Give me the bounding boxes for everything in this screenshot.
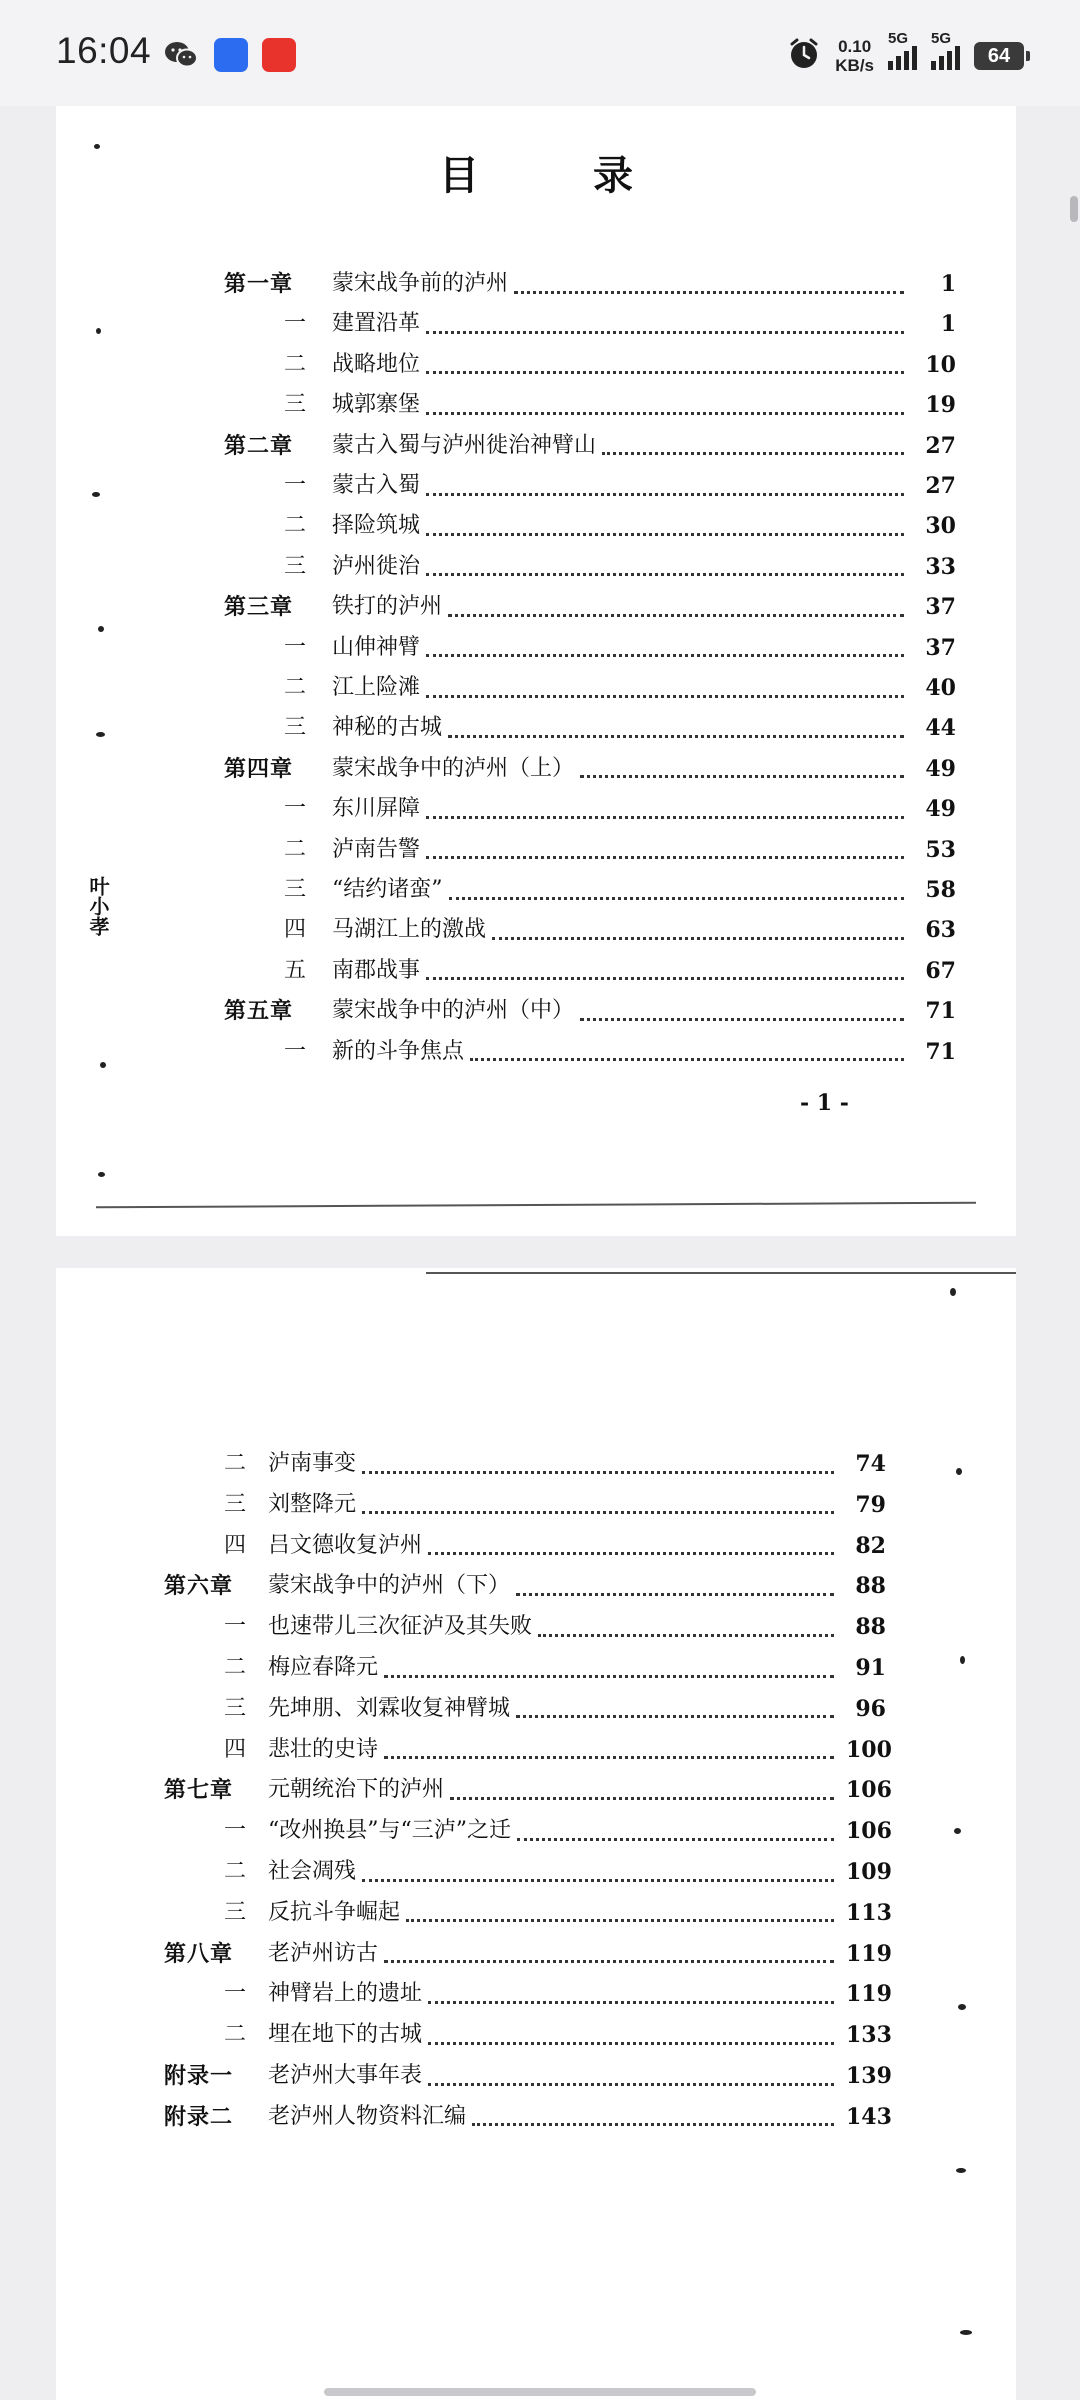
toc-section-row xyxy=(164,1974,892,2014)
document-page-2 xyxy=(56,1268,1016,2400)
toc-entry-title: 神秘的古城 xyxy=(332,715,443,741)
toc-entry-title: 社会凋残 xyxy=(268,1859,357,1884)
toc-section-row xyxy=(164,1811,892,1851)
toc-page-number: 63 xyxy=(925,917,956,944)
toc-entry-title: 蒙宋战争中的泸州（上） xyxy=(332,755,575,781)
toc-entry-title: “改州换县”与“三泸”之迁 xyxy=(268,1818,511,1844)
toc-entry-title: 泸南告警 xyxy=(332,836,421,862)
toc-entry-title: 老泸州人物资料汇编 xyxy=(268,2103,467,2129)
toc-page-number: 58 xyxy=(925,877,956,903)
toc-page-number: 96 xyxy=(855,1695,886,1722)
toc-page-number: 79 xyxy=(855,1491,886,1518)
scan-artifact-line xyxy=(426,1272,1016,1274)
signal-strength-1 xyxy=(888,30,917,70)
toc-page-number: 27 xyxy=(925,432,956,459)
toc-page-number: 106 xyxy=(846,1818,892,1845)
toc-entry-title: “结约诸蛮” xyxy=(332,877,443,902)
toc-page-number: 1 xyxy=(940,271,956,297)
toc-page-number: 143 xyxy=(846,2103,892,2130)
toc-section-number: 三 xyxy=(284,392,307,418)
toc-section-number: 二 xyxy=(284,351,307,377)
toc-section-row xyxy=(224,1032,956,1072)
dot-leader xyxy=(426,800,904,819)
toc-page-number: 119 xyxy=(846,1940,892,1967)
toc-entry-title: 马湖江上的激战 xyxy=(332,917,487,943)
toc-entry-title: 择险筑城 xyxy=(332,513,421,539)
toc-section-row xyxy=(224,910,956,950)
dot-leader xyxy=(470,1042,904,1061)
toc-section-row xyxy=(164,1526,886,1566)
toc-page-number: 100 xyxy=(846,1736,892,1763)
scrollbar-thumb[interactable] xyxy=(1070,196,1078,222)
toc-section-number: 一 xyxy=(224,1614,247,1640)
toc-entry-title: 先坤朋、刘霖收复神臂城 xyxy=(268,1695,511,1721)
alarm-icon xyxy=(787,37,821,76)
toc-entry-title: 江上险滩 xyxy=(332,675,421,700)
toc-page-number: 91 xyxy=(855,1655,886,1681)
toc-section-row xyxy=(224,668,956,708)
toc-section-number: 二 xyxy=(284,675,307,700)
toc-page-number: 67 xyxy=(925,957,956,984)
scan-speck xyxy=(950,1288,956,1296)
toc-chapter-row xyxy=(164,1934,892,1974)
toc-entry-title: 蒙古入蜀与泸州徙治神臂山 xyxy=(332,432,597,458)
scan-artifact-line xyxy=(96,1202,976,1209)
dot-leader xyxy=(538,1618,834,1637)
toc-section-number: 二 xyxy=(224,1655,247,1680)
toc-entry-title: 吕文德收复泸州 xyxy=(268,1532,423,1558)
toc-section-row xyxy=(164,2015,892,2055)
dot-leader xyxy=(426,477,904,496)
toc-page-number: 40 xyxy=(925,675,956,701)
toc-section-row xyxy=(224,385,956,425)
toc-chapter-label: 附录二 xyxy=(164,2103,234,2130)
dot-leader xyxy=(448,719,904,738)
toc-section-number: 四 xyxy=(224,1736,247,1762)
dot-leader xyxy=(516,1699,834,1718)
toc-section-number: 一 xyxy=(284,796,307,822)
dot-leader xyxy=(428,1985,834,2004)
scan-speck xyxy=(956,1468,962,1475)
toc-page-number: 49 xyxy=(925,755,956,782)
dot-leader xyxy=(406,1903,834,1922)
toc-page-number: 37 xyxy=(925,594,956,621)
dot-leader xyxy=(426,396,904,415)
toc-chapter-label: 第七章 xyxy=(164,1777,234,1804)
dot-leader xyxy=(514,275,904,294)
signal-label: 5G xyxy=(931,30,952,47)
scan-speck xyxy=(960,1656,965,1664)
toc-section-row xyxy=(164,1689,886,1729)
toc-section-number: 二 xyxy=(284,836,307,862)
toc-section-row xyxy=(164,1485,886,1525)
toc-entry-title: 建置沿革 xyxy=(332,311,421,337)
toc-chapter-row xyxy=(224,991,956,1031)
dot-leader xyxy=(580,1002,904,1021)
toc-section-row xyxy=(224,830,956,870)
scan-speck xyxy=(92,492,100,497)
dot-leader xyxy=(428,1536,834,1555)
dot-leader xyxy=(428,2067,834,2086)
toc-page-number: 37 xyxy=(925,634,956,661)
toc-section-number: 一 xyxy=(224,1981,247,2007)
network-speed-unit: KB/s xyxy=(835,56,874,75)
signal-label: 5G xyxy=(888,30,909,47)
toc-chapter-row xyxy=(164,1566,886,1606)
toc-chapter-row xyxy=(164,1770,892,1810)
dot-leader xyxy=(384,1740,834,1759)
toc-entry-title: 悲壮的史诗 xyxy=(268,1736,379,1762)
toc-section-row xyxy=(224,708,956,748)
dot-leader xyxy=(426,557,904,576)
toc-section-number: 一 xyxy=(284,634,307,660)
toc-page-number: 133 xyxy=(846,2022,892,2049)
toc-chapter-label: 第五章 xyxy=(224,998,294,1025)
toc-section-number: 一 xyxy=(224,1818,247,1844)
toc-entry-title: 反抗斗争崛起 xyxy=(268,1899,401,1925)
dot-leader xyxy=(362,1863,834,1882)
toc-page-number: 30 xyxy=(925,513,956,540)
dot-leader xyxy=(426,961,904,980)
toc-chapter-label: 第六章 xyxy=(164,1573,234,1600)
status-right xyxy=(787,30,1024,78)
scan-speck xyxy=(96,732,105,737)
toc-section-row xyxy=(164,1852,892,1892)
dot-leader xyxy=(426,315,904,334)
dot-leader xyxy=(362,1495,834,1514)
dot-leader xyxy=(384,1944,834,1963)
toc-section-number: 四 xyxy=(224,1532,247,1558)
toc-chapter-row xyxy=(224,587,956,627)
toc-chapter-label: 第二章 xyxy=(224,432,294,459)
scan-speck xyxy=(94,144,100,149)
toc-page-number: 44 xyxy=(925,715,956,742)
page-number: - 1 - xyxy=(800,1090,849,1116)
toc-chapter-row xyxy=(224,264,956,304)
scan-speck xyxy=(96,328,101,334)
toc-chapter-label: 第三章 xyxy=(224,594,294,621)
network-speed-value: 0.10 xyxy=(838,37,872,56)
toc-section-number: 二 xyxy=(284,513,307,539)
toc-section-number: 四 xyxy=(284,917,307,943)
toc-chapter-label: 附录一 xyxy=(164,2063,234,2089)
toc-page-number: 1 xyxy=(940,311,956,338)
toc-entry-title: 元朝统治下的泸州 xyxy=(268,1777,445,1803)
dot-leader xyxy=(384,1659,834,1678)
toc-chapter-row xyxy=(224,749,956,789)
dot-leader xyxy=(472,2107,834,2126)
toc-section-row xyxy=(224,304,956,344)
margin-handwriting: 叶小孝 xyxy=(86,876,110,936)
scan-speck xyxy=(954,1828,961,1834)
toc-entry-title: 刘整降元 xyxy=(268,1491,357,1517)
toc-entry-title: 也速带儿三次征泸及其失败 xyxy=(268,1614,533,1640)
toc-section-number: 二 xyxy=(224,1451,247,1476)
toc-page-number: 113 xyxy=(846,1899,892,1926)
toc-page-number: 88 xyxy=(855,1573,886,1600)
wechat-icon xyxy=(164,40,198,74)
toc-section-number: 一 xyxy=(284,473,307,498)
dot-leader xyxy=(426,840,904,859)
signal-strength-2 xyxy=(931,30,960,70)
dot-leader xyxy=(602,436,904,455)
status-time: 16:04 xyxy=(56,30,152,71)
toc-entry-title: 蒙宋战争中的泸州（下） xyxy=(268,1573,511,1599)
network-speed xyxy=(835,37,874,75)
toc-entry-title: 埋在地下的古城 xyxy=(268,2022,423,2048)
toc-page-number: 88 xyxy=(855,1614,886,1641)
toc-section-row xyxy=(164,1893,892,1933)
toc-entry-title: 山伸神臂 xyxy=(332,634,421,660)
dot-leader xyxy=(450,1781,834,1800)
dot-leader xyxy=(449,881,905,900)
toc-section-row xyxy=(164,1444,886,1484)
toc-chapter-label: 第一章 xyxy=(224,271,294,297)
toc-section-row xyxy=(224,466,956,506)
toc-page-number: 119 xyxy=(846,1981,892,2008)
toc-chapter-row xyxy=(164,2097,892,2137)
toc-page-number: 71 xyxy=(925,1038,956,1065)
toc-page-number: 82 xyxy=(855,1532,886,1559)
toc-page-number: 10 xyxy=(925,351,956,378)
app-icon xyxy=(214,38,248,72)
toc-section-row xyxy=(164,1730,892,1770)
status-bar xyxy=(0,0,1080,106)
toc-chapter-row xyxy=(224,426,956,466)
toc-title: 目 录 xyxy=(439,152,683,199)
toc-section-number: 三 xyxy=(284,553,307,579)
toc-entry-title: 蒙宋战争中的泸州（中） xyxy=(332,998,575,1024)
dot-leader xyxy=(426,679,904,698)
toc-entry-title: 东川屏障 xyxy=(332,796,421,822)
toc-page-number: 106 xyxy=(846,1777,892,1804)
dot-leader xyxy=(448,598,904,617)
scan-speck xyxy=(958,2004,966,2010)
toc-section-number: 一 xyxy=(284,311,307,337)
dot-leader xyxy=(426,355,904,374)
toc-entry-title: 泸南事变 xyxy=(268,1451,357,1476)
toc-section-number: 一 xyxy=(284,1038,307,1064)
toc-entry-title: 城郭寨堡 xyxy=(332,392,421,418)
toc-entry-title: 蒙宋战争前的泸州 xyxy=(332,271,509,296)
toc-page-number: 109 xyxy=(846,1859,892,1885)
toc-entry-title: 老泸州大事年表 xyxy=(268,2063,423,2088)
toc-entry-title: 老泸州访古 xyxy=(268,1940,379,1966)
toc-entry-title: 铁打的泸州 xyxy=(332,594,443,620)
toc-page-number: 74 xyxy=(855,1451,886,1477)
document-page-1 xyxy=(56,106,1016,1236)
dot-leader xyxy=(517,1822,834,1841)
toc-section-number: 三 xyxy=(224,1899,247,1925)
dot-leader xyxy=(580,759,904,778)
battery-indicator: 64 xyxy=(974,42,1024,70)
dot-leader xyxy=(516,1577,834,1596)
toc-entry-title: 南郡战事 xyxy=(332,957,421,983)
dot-leader xyxy=(362,1455,834,1474)
scan-speck xyxy=(98,626,104,632)
toc-section-number: 二 xyxy=(224,1859,247,1884)
toc-page-number: 71 xyxy=(925,998,956,1025)
home-indicator[interactable] xyxy=(324,2388,756,2396)
app-icon xyxy=(262,38,296,72)
toc-section-row xyxy=(224,789,956,829)
scan-speck xyxy=(98,1172,105,1177)
toc-section-number: 三 xyxy=(284,715,307,741)
dot-leader xyxy=(426,638,904,657)
toc-chapter-label: 第八章 xyxy=(164,1940,234,1967)
toc-page-number: 33 xyxy=(925,553,956,580)
toc-page-number: 27 xyxy=(925,473,956,499)
toc-section-row xyxy=(224,345,956,385)
toc-entry-title: 神臂岩上的遗址 xyxy=(268,1981,423,2007)
toc-section-row xyxy=(164,1607,886,1647)
toc-section-number: 三 xyxy=(224,1491,247,1517)
toc-entry-title: 梅应春降元 xyxy=(268,1655,379,1680)
toc-section-row xyxy=(224,951,956,991)
toc-section-row xyxy=(224,506,956,546)
toc-page-number: 139 xyxy=(846,2063,892,2089)
toc-page-number: 19 xyxy=(925,392,956,419)
toc-section-number: 二 xyxy=(224,2022,247,2048)
scan-speck xyxy=(100,1062,106,1068)
toc-section-row xyxy=(164,1648,886,1688)
toc-entry-title: 蒙古入蜀 xyxy=(332,473,421,498)
toc-page-number: 53 xyxy=(925,836,956,863)
toc-entry-title: 泸州徙治 xyxy=(332,553,421,579)
toc-chapter-row xyxy=(164,2056,892,2096)
toc-section-number: 五 xyxy=(284,957,307,983)
scan-speck xyxy=(956,2168,966,2173)
toc-section-row xyxy=(224,547,956,587)
toc-section-row xyxy=(224,870,956,910)
toc-page-number: 49 xyxy=(925,796,956,823)
toc-entry-title: 新的斗争焦点 xyxy=(332,1038,465,1064)
toc-section-number: 三 xyxy=(224,1695,247,1721)
scan-speck xyxy=(960,2330,972,2335)
dot-leader xyxy=(428,2026,834,2045)
toc-chapter-label: 第四章 xyxy=(224,755,294,782)
toc-entry-title: 战略地位 xyxy=(332,351,421,377)
toc-section-number: 三 xyxy=(284,877,307,902)
dot-leader xyxy=(492,921,904,940)
dot-leader xyxy=(426,517,904,536)
toc-section-row xyxy=(224,628,956,668)
